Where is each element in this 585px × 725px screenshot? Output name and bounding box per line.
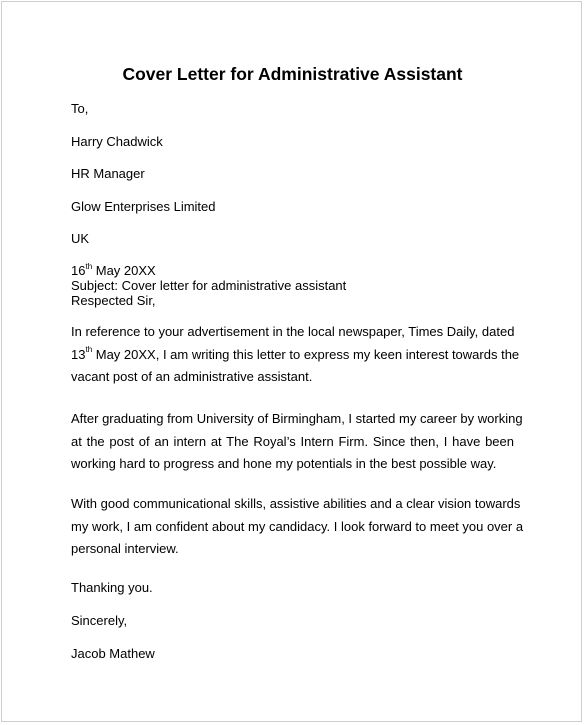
letter-subject: Subject: Cover letter for administrative assistant <box>71 278 347 293</box>
ad-date-suffix: th <box>85 345 93 355</box>
date-day: 16 <box>71 263 86 278</box>
paragraph-1-line-2-text: May 20XX, I am writing this letter to express my keen interest towards the <box>92 346 520 362</box>
paragraph-1-line-2 <box>71 344 520 367</box>
recipient-country: UK <box>71 231 90 246</box>
paragraph-2-line-2: at the post of an intern at The Royal’s Intern Firm. Since then, I have been <box>71 433 514 449</box>
date-rest: May 20XX <box>92 263 156 278</box>
paragraph-1 <box>71 321 520 389</box>
paragraph-2-line-3: working hard to progress and hone my potentials in the best possible way. <box>71 456 497 471</box>
paragraph-2 <box>71 408 523 476</box>
paragraph-2-line-1: After graduating from University of Birmingham, I started my career by working <box>71 411 523 426</box>
letter-title: Cover Letter for Administrative Assistant <box>122 64 463 84</box>
paragraph-1-line-1: In reference to your advertisement in the local newspaper, Times Daily, dated <box>71 324 515 339</box>
paragraph-3-line-1: With good communicational skills, assistive abilities and a clear vision towards <box>71 496 521 511</box>
greeting: Respected Sir, <box>71 293 156 308</box>
recipient-position: HR Manager <box>71 166 145 181</box>
letter-date <box>71 263 156 279</box>
paragraph-1-line-3: vacant post of an administrative assistant. <box>71 369 313 384</box>
ad-date-day: 13 <box>71 346 86 362</box>
recipient-name: Harry Chadwick <box>71 134 163 149</box>
closing-thanks: Thanking you. <box>71 580 153 595</box>
paragraph-3-line-2: my work, I am confident about my candidacy. I look forward to meet you over a <box>71 518 524 534</box>
salutation-to: To, <box>71 101 89 116</box>
paragraph-3-line-3: personal interview. <box>71 541 179 556</box>
recipient-company: Glow Enterprises Limited <box>71 199 216 214</box>
sender-name: Jacob Mathew <box>71 646 155 661</box>
date-suffix: th <box>85 261 93 271</box>
closing-signoff: Sincerely, <box>71 613 128 628</box>
paragraph-3 <box>71 493 524 561</box>
